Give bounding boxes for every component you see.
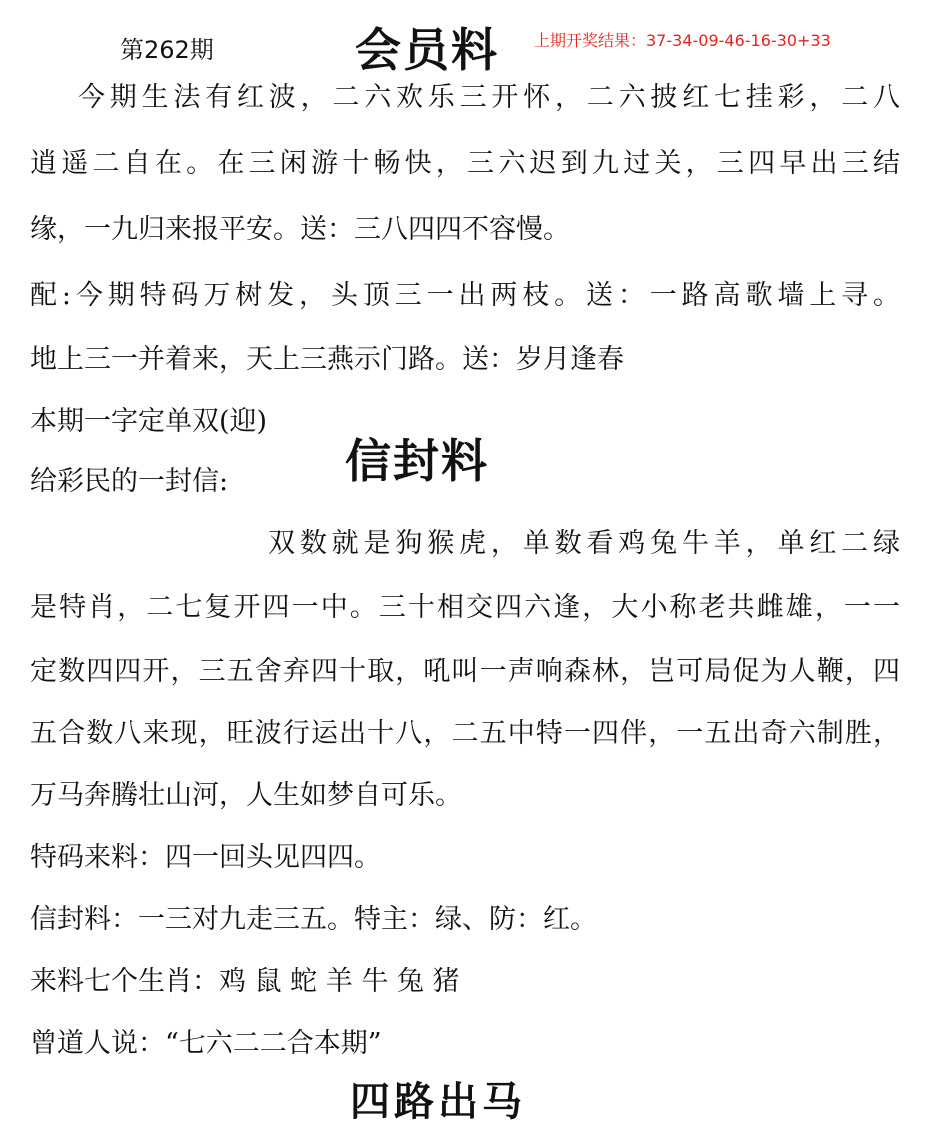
letter-section-title: 信封料 [345,434,489,488]
page-title: 会员料 [355,23,499,77]
seven-zodiacs: 来料七个生肖：鸡 鼠 蛇 羊 牛 兔 猪 [30,966,460,997]
letter-intro: 给彩民的一封信: [30,466,229,497]
member-text-line-1: 今期生法有红波，二六欢乐三开怀，二六披红七挂彩，二八 [78,82,900,113]
footer-title: 四路出马 [350,1078,526,1125]
member-text-line-5: 地上三一并着来，天上三燕示门路。送：岁月逢春 [30,344,624,375]
special-code-source: 特码来料：四一回头见四四。 [30,842,381,873]
letter-text-line-3: 定数四四开，三五舍弃四十取，吼叫一声响森林，岂可局促为人鞭，四 [30,656,900,687]
single-double-tip: 本期一字定单双(迎) [30,406,268,437]
member-text-line-2: 逍遥二自在。在三闲游十畅快，三六迟到九过关，三四早出三结 [30,148,900,179]
letter-text-line-4: 五合数八来现，旺波行运出十八，二五中特一四伴，一五出奇六制胜， [30,718,900,749]
letter-text-line-5: 万马奔腾壮山河，人生如梦自可乐。 [30,780,462,811]
letter-text-line-2: 是特肖，二七复开四一中。三十相交四六逢，大小称老共雌雄，一一 [30,592,900,623]
member-text-line-4: 配:今期特码万树发，头顶三一出两枝。送：一路高歌墙上寻。 [30,280,900,311]
last-draw-result: 上期开奖结果：37-34-09-46-16-30+33 [534,31,831,50]
letter-text-line-1: 双数就是狗猴虎，单数看鸡兔牛羊，单红二绿 [268,528,900,559]
envelope-tip: 信封料：一三对九走三五。特主：绿、防：红。 [30,904,597,935]
member-text-line-3: 缘，一九归来报平安。送：三八四四不容慢。 [30,214,570,245]
taoist-saying: 曾道人说：“七六二二合本期” [30,1028,382,1059]
issue-number: 第262期 [120,36,214,64]
